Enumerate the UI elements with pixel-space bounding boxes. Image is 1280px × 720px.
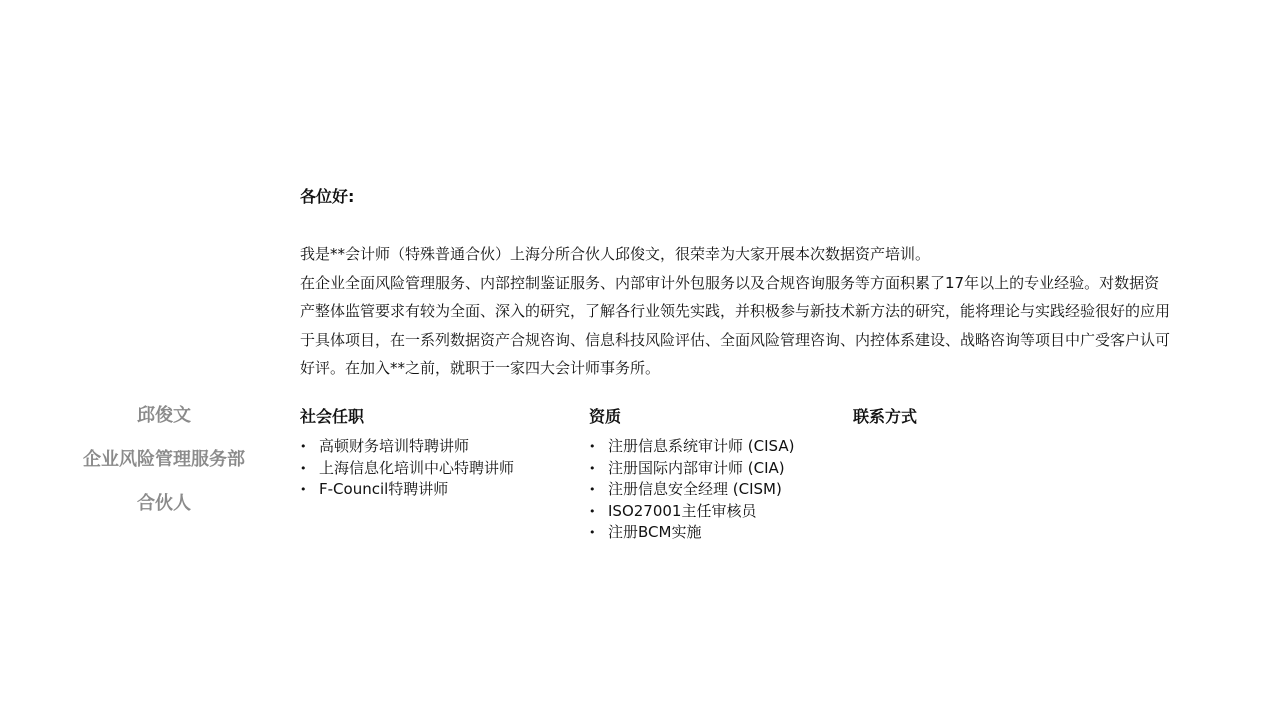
social-positions-list bbox=[300, 436, 514, 501]
intro-paragraph bbox=[300, 240, 1170, 383]
contact-title: 联系方式 bbox=[853, 407, 918, 426]
intro-line-1: 我是**会计师（特殊普通合伙）上海分所合伙人邱俊文，很荣幸为大家开展本次数据资产培训。 bbox=[300, 245, 931, 263]
person-name: 邱俊文 bbox=[137, 405, 191, 426]
list-item: • 高顿财务培训特聘讲师 bbox=[300, 436, 514, 458]
qualifications-title: 资质 bbox=[589, 407, 622, 426]
list-item: • F-Council特聘讲师 bbox=[300, 479, 514, 501]
intro-line-2: 在企业全面风险管理服务、内部控制鉴证服务、内部审计外包服务以及合规咨询服务等方面积累了17年以上的专业经验。对数据资产整体监管要求有较为全面、深入的研究，了解各行业领先实践，并积极参与新技术新方法的研究，能将理论与实践经验很好的应用于具体项目，在一系列数据资产合规咨询、信息科技风险评估、全面风险管理咨询、内控体系建设、战略咨询等项目中广受客户认可好评。在加入**之前，就职于一家四大会计师事务所。 bbox=[300, 273, 1171, 377]
list-item: • 注册国际内部审计师 (CIA) bbox=[589, 458, 794, 480]
person-card bbox=[60, 402, 268, 534]
list-item: • ISO27001主任审核员 bbox=[589, 501, 794, 523]
list-item: • 注册信息安全经理 (CISM) bbox=[589, 479, 794, 501]
qualifications-list bbox=[589, 436, 794, 544]
list-item: • 注册BCM实施 bbox=[589, 522, 794, 544]
list-item: • 上海信息化培训中心特聘讲师 bbox=[300, 458, 514, 480]
greeting-heading: 各位好: bbox=[300, 187, 355, 206]
qualifications-section bbox=[589, 406, 794, 544]
social-positions-section bbox=[300, 406, 514, 501]
social-positions-title: 社会任职 bbox=[300, 407, 365, 426]
person-role: 合伙人 bbox=[137, 493, 191, 514]
list-item: • 注册信息系统审计师 (CISA) bbox=[589, 436, 794, 458]
person-department: 企业风险管理服务部 bbox=[83, 449, 245, 470]
contact-section bbox=[853, 406, 917, 436]
